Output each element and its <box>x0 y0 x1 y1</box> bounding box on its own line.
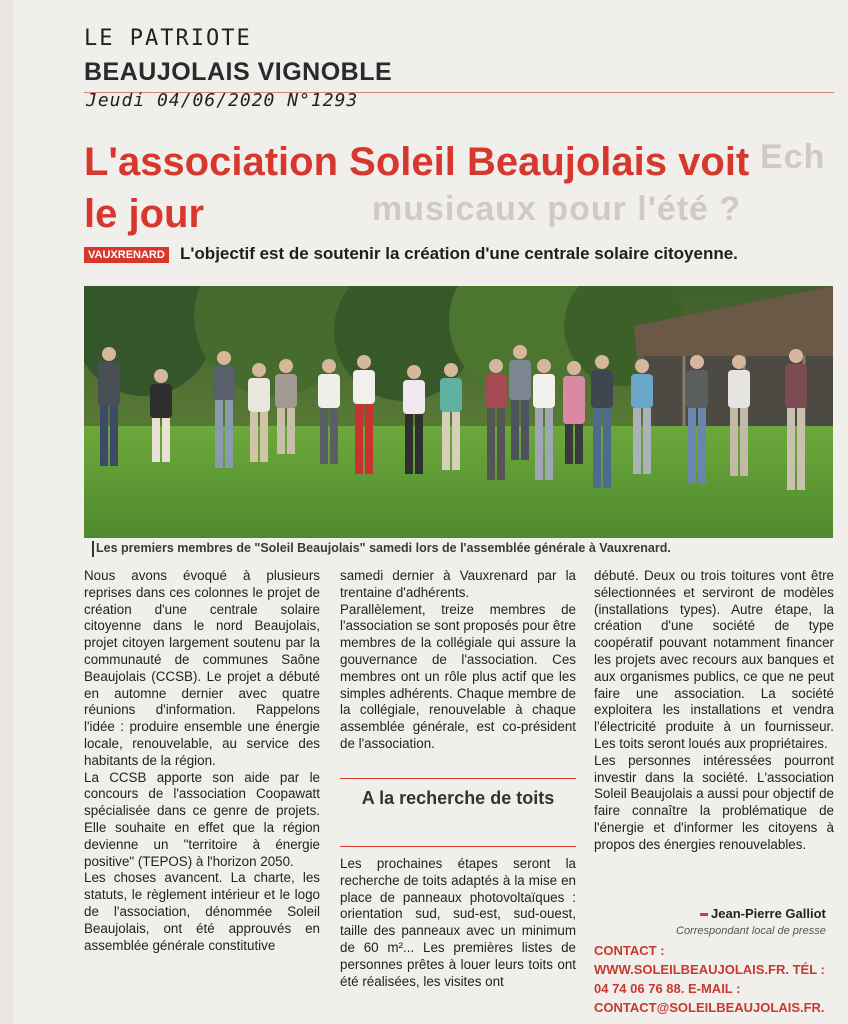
intertitle: A la recherche de toits <box>361 788 555 808</box>
group-photo <box>84 286 833 538</box>
section-heading: BEAUJOLAIS VIGNOBLE <box>84 58 393 86</box>
group-photo-illustration <box>84 286 833 538</box>
location-kicker: VAUXRENARD <box>84 247 169 263</box>
author-signature <box>700 906 826 921</box>
bleed-through-text-1: Ech <box>760 138 826 176</box>
signature-marker <box>700 913 708 916</box>
article-column-2-bottom: Les prochaines étapes seront la recherche de toits adaptés à la mise en place de panneaux photovoltaïques : orientation sud, sud-est, sud-ouest, taille des panneaux avec un minimum de 60 m²... Les premières listes de personnes prêtes à louer leurs toits ont été réalisées, les visites ont <box>340 856 576 989</box>
bleed-through-text-2: musicaux pour l'été ? <box>372 190 742 228</box>
handwritten-date: Jeudi 04/06/2020 N°1293 <box>86 90 359 111</box>
article-subheading: L'objectif est de soutenir la création d'une centrale solaire citoyenne. <box>180 244 738 263</box>
article-column-2-top: samedi dernier à Vauxrenard par la trentaine d'adhérents. Parallèlement, treize membres de l'association se sont proposés pour être membres de la collégiale qui assure la gouvernance de l'association. Ces membres ont un rôle plus actif que les simples adhérents. Chaque membre de la collégiale, renouvelable à chaque assemblée générale, est co-président de l'association. <box>340 568 576 751</box>
article-column-3: débuté. Deux ou trois toitures vont être sélectionnées et serviront de modèles (installations types). Autre étape, la création d'une société de type coopératif pouvant notamment financer les projets avec recours aux banques et aux organismes publics, ce que ne peut faire une association. La société exploitera les installations et vendra l'électricité produite à un fournisseur. Les toits seront loués aux propriétaires. Les personnes intéressées pourront investir dans la société. L'association Soleil Beaujolais a aussi pour objectif de faire connaître la problématique de l'énergie et d'informer les citoyens à propos des énergies renouvelables. <box>594 568 834 852</box>
article-headline: L'association Soleil Beaujolais voit le jour <box>84 140 750 236</box>
intertitle-rule-top <box>340 778 576 779</box>
handwritten-newspaper-name: LE PATRIOTE <box>84 26 252 51</box>
article-column-1: Nous avons évoqué à plusieurs reprises dans ces colonnes le projet de création d'une centrale solaire citoyenne dans le nord Beaujolais, projet citoyen largement soutenu par la communauté de communes Saône Beaujolais (CCSB). Le projet a débuté en automne dernier avec quatre réunions d'information. Rappelons l'idée : produire ensemble une énergie locale, renouvelable, au service des habitants de la région. La CCSB apporte son aide par le concours de l'association Coopawatt spécialisée dans ce genre de projets. Elle souhaite en effet que la région devienne un "territoire à énergie positive" (TEPOS) à l'horizon 2050. Les choses avancent. La charte, les statuts, le règlement intérieur et le logo de l'association, dénommée Soleil Beaujolais, ont été approuvés en assemblée générale constitutive <box>84 568 320 953</box>
author-name: Jean-Pierre Galliot <box>711 906 826 921</box>
photo-caption: Les premiers membres de "Soleil Beaujolais" samedi lors de l'assemblée générale à Vauxrenard. <box>96 541 671 555</box>
caption-marker <box>92 541 94 557</box>
contact-info: CONTACT : WWW.SOLEILBEAUJOLAIS.FR. TÉL : 04 74 06 76 88. E-MAIL : CONTACT@SOLEILBEAUJOLAIS.FR. <box>594 943 825 1015</box>
author-role: Correspondant local de presse <box>676 925 826 937</box>
intertitle-rule-bottom <box>340 846 576 847</box>
